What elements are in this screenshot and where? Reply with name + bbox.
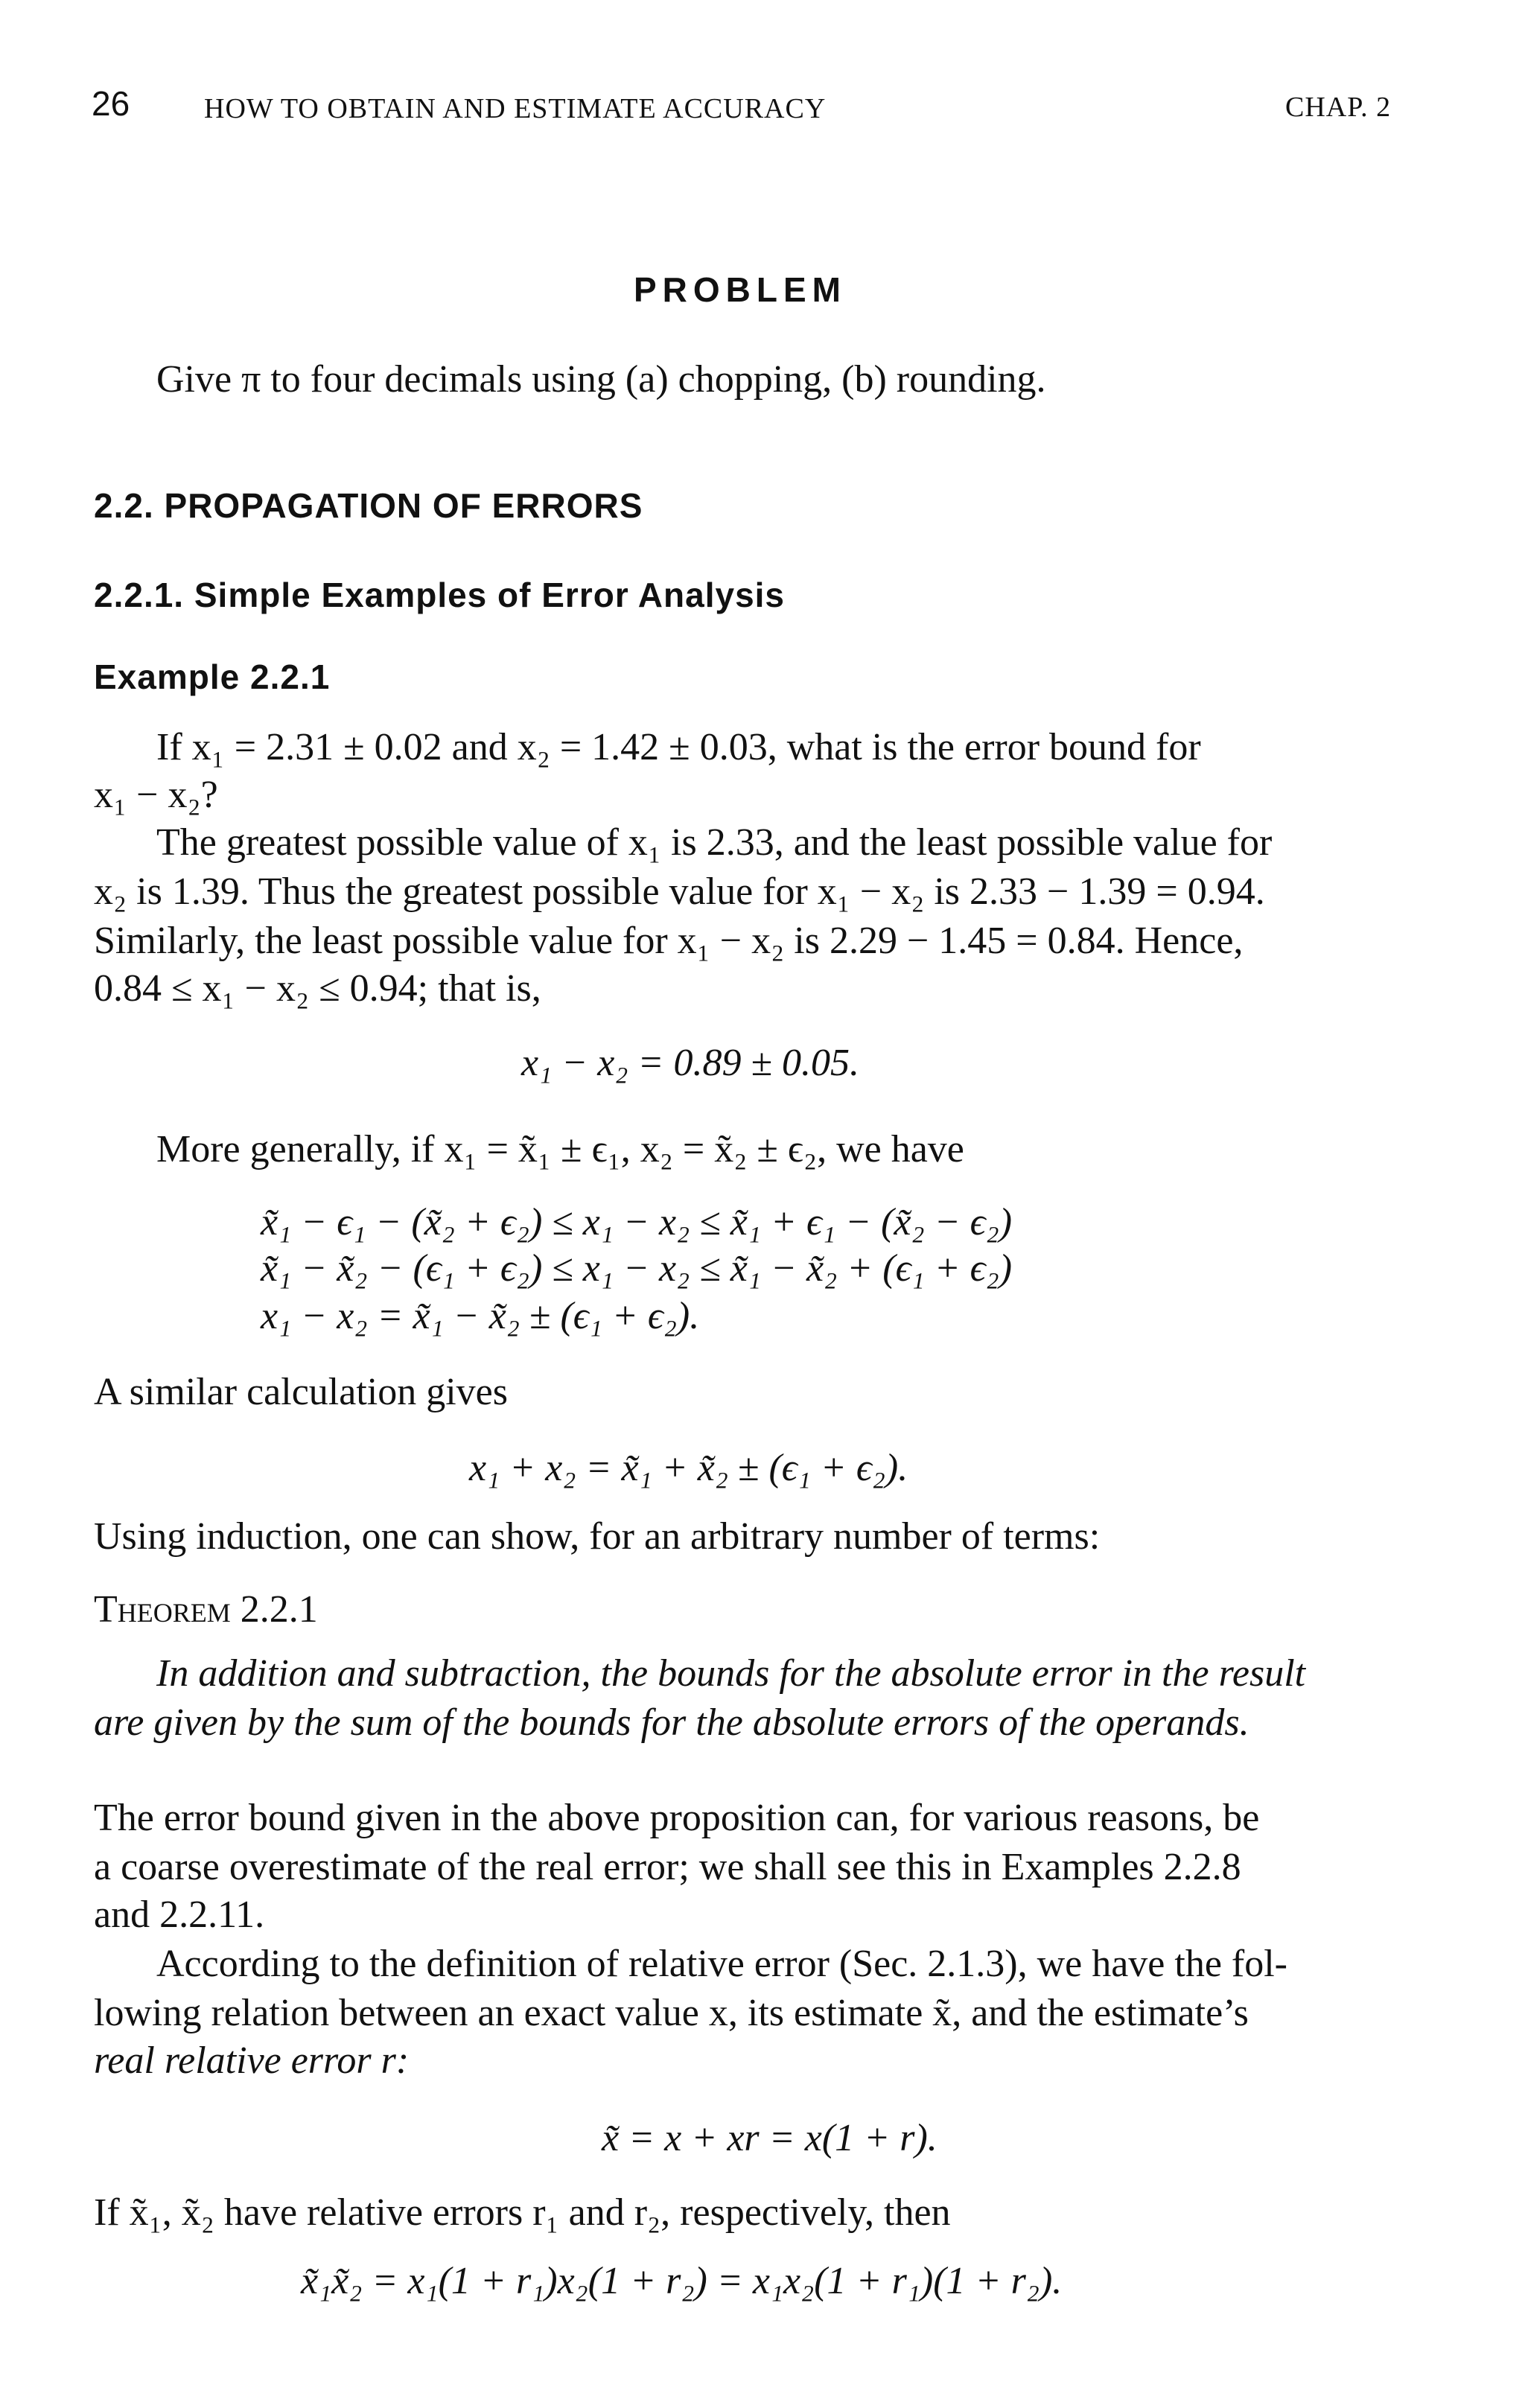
example-heading: Example 2.2.1 — [94, 657, 331, 696]
relative-display-equation: x̃ = x + xr = x(1 + r). — [602, 2117, 937, 2159]
example-line: If x₁ = 2.31 ± 0.02 and x₂ = 1.42 ± 0.03, what is the error bound for — [156, 726, 1201, 768]
if-relative-errors-line: If x̃₁, x̃₂ have relative errors r₁ and r₂, respectively, then — [94, 2191, 951, 2234]
remark-line: The error bound given in the above proposition can, for various reasons, be — [94, 1797, 1260, 1839]
running-title: HOW TO OBTAIN AND ESTIMATE ACCURACY — [204, 93, 827, 124]
example-line: x₂ is 1.39. Thus the greatest possible value for x₁ − x₂ is 2.33 − 1.39 = 0.94. — [94, 870, 1265, 913]
theorem-line: are given by the sum of the bounds for the absolute errors of the operands. — [94, 1701, 1249, 1744]
example-line: The greatest possible value of x₁ is 2.33, and the least possible value for — [156, 821, 1273, 864]
section-heading: 2.2. PROPAGATION OF ERRORS — [94, 486, 643, 525]
theorem-heading: Theorem 2.2.1 — [94, 1588, 318, 1631]
example-line: 0.84 ≤ x₁ − x₂ ≤ 0.94; that is, — [94, 967, 541, 1010]
remark-line: and 2.2.11. — [94, 1893, 265, 1936]
general-intro: More generally, if x₁ = x̃₁ ± ϵ₁, x₂ = x̃₂ ± ϵ₂, we have — [156, 1128, 964, 1170]
theorem-line: In addition and subtraction, the bounds for the absolute error in the result — [156, 1652, 1306, 1695]
inequality-line: x̃₁ − x̃₂ − (ϵ₁ + ϵ₂) ≤ x₁ − x₂ ≤ x̃₁ − x̃₂ + (ϵ₁ + ϵ₂) — [261, 1247, 1013, 1290]
subsection-heading: 2.2.1. Simple Examples of Error Analysis — [94, 576, 786, 614]
remark-line: a coarse overestimate of the real error; we shall see this in Examples 2.2.8 — [94, 1846, 1241, 1888]
relative-line: lowing relation between an exact value x, its estimate x̃, and the estimate’s — [94, 1992, 1249, 2034]
chapter-label: CHAP. 2 — [1285, 92, 1392, 123]
page-number: 26 — [92, 84, 130, 123]
sum-display-equation: x₁ + x₂ = x̃₁ + x̃₂ ± (ϵ₁ + ϵ₂). — [469, 1447, 908, 1489]
example-line: Similarly, the least possible value for x₁ − x₂ is 2.29 − 1.45 = 0.84. Hence, — [94, 920, 1244, 962]
similar-calc-text: A similar calculation gives — [94, 1371, 508, 1413]
inequality-line: x₁ − x₂ = x̃₁ − x̃₂ ± (ϵ₁ + ϵ₂). — [261, 1295, 700, 1337]
example-display-equation: x₁ − x₂ = 0.89 ± 0.05. — [521, 1042, 860, 1084]
problem-text: Give π to four decimals using (a) chopping, (b) rounding. — [156, 358, 1046, 401]
relative-line: According to the definition of relative error (Sec. 2.1.3), we have the fol- — [156, 1943, 1287, 1985]
relative-line: real relative error r: — [94, 2039, 410, 2082]
problem-heading: PROBLEM — [634, 270, 847, 309]
example-line: x₁ − x₂? — [94, 774, 218, 816]
product-display-equation: x̃₁x̃₂ = x₁(1 + r₁)x₂(1 + r₂) = x₁x₂(1 + r₁)(1 + r₂). — [301, 2260, 1063, 2302]
inequality-line: x̃₁ − ϵ₁ − (x̃₂ + ϵ₂) ≤ x₁ − x₂ ≤ x̃₁ + ϵ₁ − (x̃₂ − ϵ₂) — [261, 1201, 1013, 1243]
induction-text: Using induction, one can show, for an arbitrary number of terms: — [94, 1515, 1101, 1558]
